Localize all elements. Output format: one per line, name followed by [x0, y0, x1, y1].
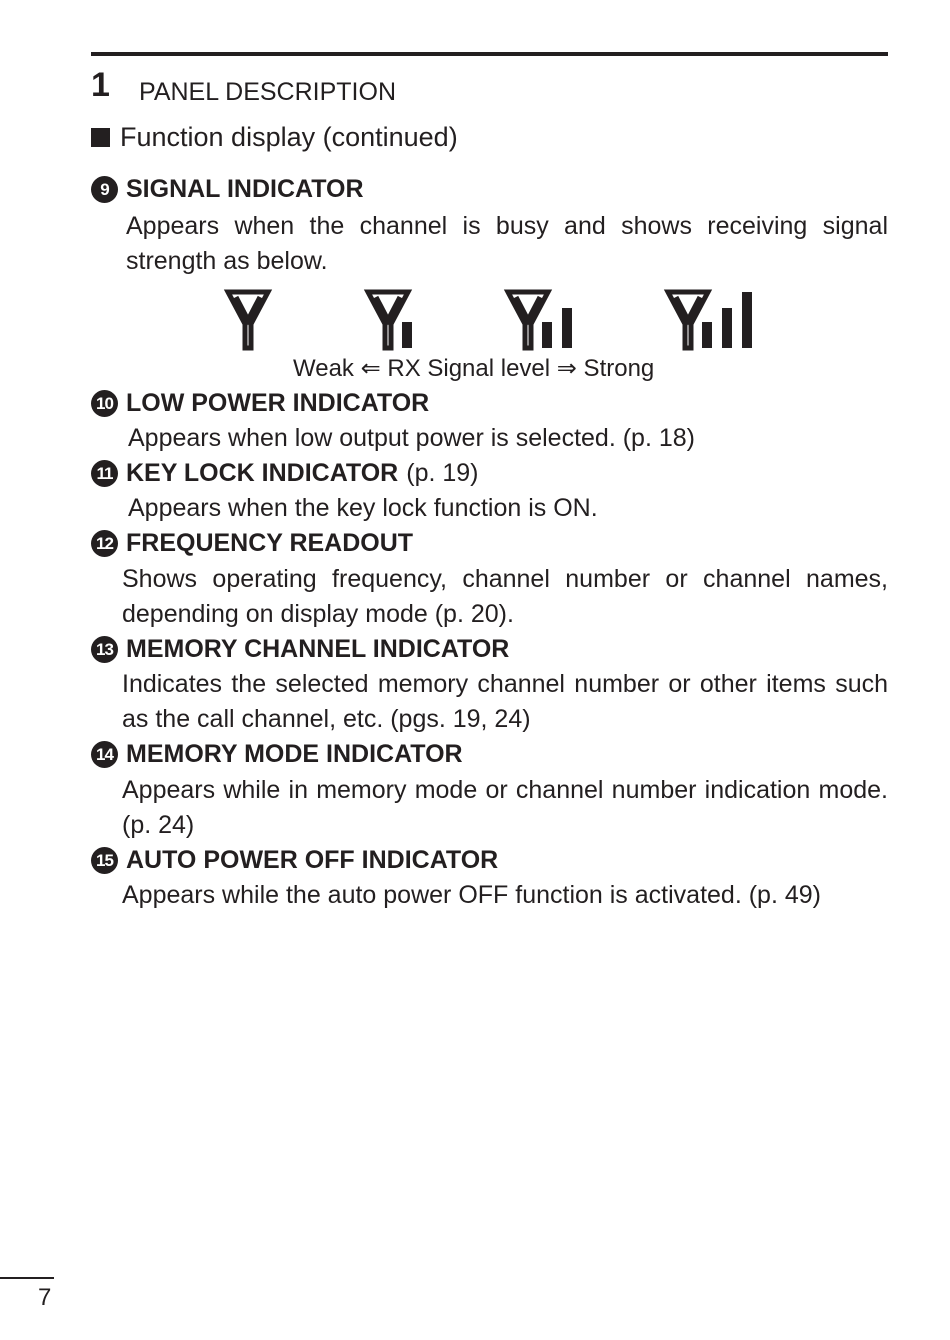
item-frequency-readout-heading	[91, 529, 413, 558]
item-description: Appears while in memory mode or channel number indication mode. (p. 24)	[122, 776, 888, 839]
item-title: MEMORY MODE INDICATOR	[126, 740, 463, 768]
item-key-lock-indicator-heading	[91, 459, 479, 488]
item-description: Indicates the selected memory channel number or other items such as the call channel, etc. (pgs. 19, 24)	[122, 670, 888, 733]
item-number-badge: 11	[91, 460, 118, 487]
item-auto-power-off-indicator-heading	[91, 846, 498, 875]
page-number-rule	[0, 1277, 54, 1279]
item-number-badge: 14	[91, 741, 118, 768]
antenna-signal-icon-level-2	[508, 292, 572, 348]
top-rule	[91, 52, 888, 56]
item-number-badge: 9	[91, 176, 118, 203]
square-bullet-icon	[91, 128, 110, 147]
antenna-signal-icon-strong	[668, 292, 752, 348]
item-page-ref: (p. 19)	[406, 459, 479, 487]
item-number-badge: 15	[91, 847, 118, 874]
item-description: Appears when the key lock function is ON.	[128, 494, 598, 522]
item-title: FREQUENCY READOUT	[126, 529, 414, 557]
item-memory-channel-indicator-heading	[91, 635, 509, 664]
signal-level-caption: Weak ⇐ RX Signal level ⇒ Strong	[293, 355, 655, 382]
item-signal-indicator-heading	[91, 175, 364, 204]
section-title-text: Function display (continued)	[120, 122, 458, 152]
antenna-signal-icon-weak	[228, 292, 268, 348]
section-title	[91, 122, 458, 153]
item-description: Appears while the auto power OFF function is activated. (p. 49)	[122, 881, 821, 909]
chapter-number: 1	[91, 66, 110, 104]
item-memory-mode-indicator-heading	[91, 740, 463, 769]
item-title: AUTO POWER OFF INDICATOR	[126, 846, 499, 874]
item-title: SIGNAL INDICATOR	[126, 175, 364, 203]
item-title: KEY LOCK INDICATOR	[126, 459, 399, 487]
item-title: MEMORY CHANNEL INDICATOR	[126, 635, 510, 663]
page-number: 7	[38, 1284, 52, 1311]
antenna-signal-icon-level-1	[368, 292, 412, 348]
item-description: Appears when the channel is busy and shows receiving signal strength as below.	[126, 212, 888, 275]
item-number-badge: 13	[91, 636, 118, 663]
item-number-badge: 12	[91, 530, 118, 557]
item-description: Appears when low output power is selected. (p. 18)	[128, 424, 695, 452]
item-low-power-indicator-heading	[91, 389, 429, 418]
chapter-title: PANEL DESCRIPTION	[139, 78, 396, 106]
signal-strength-figure	[220, 288, 760, 352]
item-number-badge: 10	[91, 390, 118, 417]
item-description: Shows operating frequency, channel number or channel names, depending on display mode (p. 20).	[122, 565, 888, 628]
item-title: LOW POWER INDICATOR	[126, 389, 430, 417]
